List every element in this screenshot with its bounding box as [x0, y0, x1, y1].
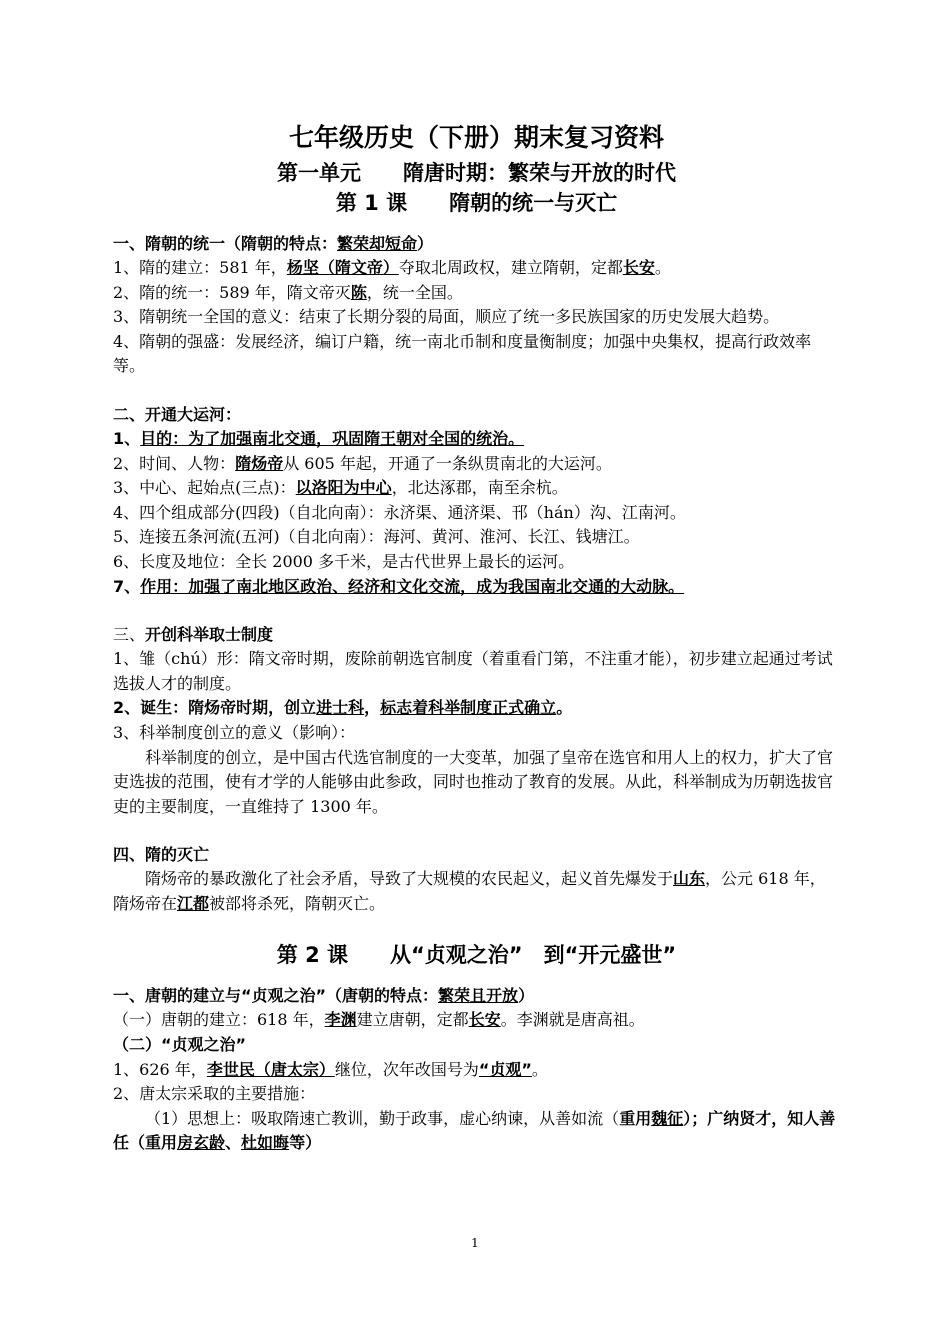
text-paragraph: 1、雏（chú）形：隋文帝时期，废除前朝选官制度（着重看门第，不注重才能），初步建立起通过考试选拔人才的制度。 — [113, 649, 833, 693]
text-line: 1、626 年，李世民（唐太宗）继位，次年改国号为“贞观”。 — [113, 1059, 548, 1079]
section-imperial-exam: 三、开创科举取士制度 — [113, 625, 274, 645]
text-line: 1、目的：为了加强南北交通，巩固隋王朝对全国的统治。 — [113, 428, 525, 448]
text-line: 4、四个组成部分(四段)（自北向南）：永济渠、通济渠、邗（hán）沟、江南河。 — [113, 502, 686, 522]
text-paragraph: 3、隋朝统一全国的意义：结束了长期分裂的局面，顺应了统一多民族国家的历史发展大趋势。 — [113, 307, 780, 327]
section-grand-canal: 二、开通大运河： — [113, 404, 242, 424]
text-paragraph: 4、隋朝的强盛：发展经济，编订户籍，统一南北币制和度量衡制度；加强中央集权，提高行政效率等。 — [113, 331, 812, 376]
text-line: 2、隋的统一：589 年，隋文帝灭陈，统一全国。 — [113, 282, 463, 302]
text-paragraph: 隋炀帝的暴政激化了社会矛盾，导致了大规模的农民起义，起义首先爆发于山东，公元 618 年，隋炀帝在江都被部将杀死，隋朝灭亡。 — [113, 869, 826, 913]
text-line: 3、中心、起始点(三点)：以洛阳为中心，北达涿郡，南至余杭。 — [113, 478, 568, 498]
page-number: 1 — [471, 1236, 479, 1250]
text-line: 7、作用：加强了南北地区政治、经济和文化交流，成为我国南北交通的大动脉。 — [113, 576, 685, 596]
text-line: 6、长度及地位：全长 2000 多千米，是古代世界上最长的运河。 — [113, 551, 575, 571]
text-line: 5、连接五条河流(五河)（自北向南）：海河、黄河、淮河、长江、钱塘江。 — [113, 527, 640, 547]
document-page — [113, 118, 840, 1156]
lesson-1-heading: 第 1 课 隋朝的统一与灭亡 — [335, 191, 618, 215]
text-paragraph: 科举制度的创立，是中国古代选官制度的一大变革，加强了皇帝在选官和用人上的权力，扩大了官吏选拔的范围，使有才学的人能够由此参政，同时也推动了教育的发展。从此，科举制成为历朝选拔官吏的主要制度，一直维持了 1300 年。 — [113, 747, 834, 816]
section-sui-fall: 四、隋的灭亡 — [113, 845, 210, 865]
unit-heading: 第一单元 隋唐时期：繁荣与开放的时代 — [277, 161, 676, 185]
text-line: 2、唐太宗采取的主要措施： — [113, 1084, 316, 1104]
section-tang-founding: 一、唐朝的建立与“贞观之治”（唐朝的特点：繁荣且开放） — [113, 986, 535, 1006]
text-line: 3、科举制度创立的意义（影响）： — [113, 722, 356, 742]
text-line: 2、诞生：隋炀帝时期，创立进士科，标志着科举制度正式确立。 — [113, 698, 573, 718]
document-title: 七年级历史（下册）期末复习资料 — [288, 123, 664, 152]
section-sui-unification: 一、隋朝的统一（隋朝的特点：繁荣却短命） — [113, 234, 434, 253]
text-line: （二）“贞观之治” — [113, 1035, 247, 1055]
text-line: 1、隋的建立：581 年，杨坚（隋文帝）夺取北周政权，建立隋朝，定都长安。 — [113, 258, 671, 277]
text-paragraph: （1）思想上：吸取隋速亡教训，勤于政事，虚心纳谏，从善如流（重用魏征）；广纳贤才，知人善任（重用房玄龄、杜如晦等） — [113, 1108, 836, 1153]
text-line: （一）唐朝的建立：618 年，李渊建立唐朝，定都长安。李渊就是唐高祖。 — [113, 1010, 645, 1030]
text-line: 2、时间、人物：隋炀帝从 605 年起，开通了一条纵贯南北的大运河。 — [113, 453, 612, 473]
lesson-2-heading: 第 2 课 从“贞观之治” 到“开元盛世” — [276, 943, 677, 968]
